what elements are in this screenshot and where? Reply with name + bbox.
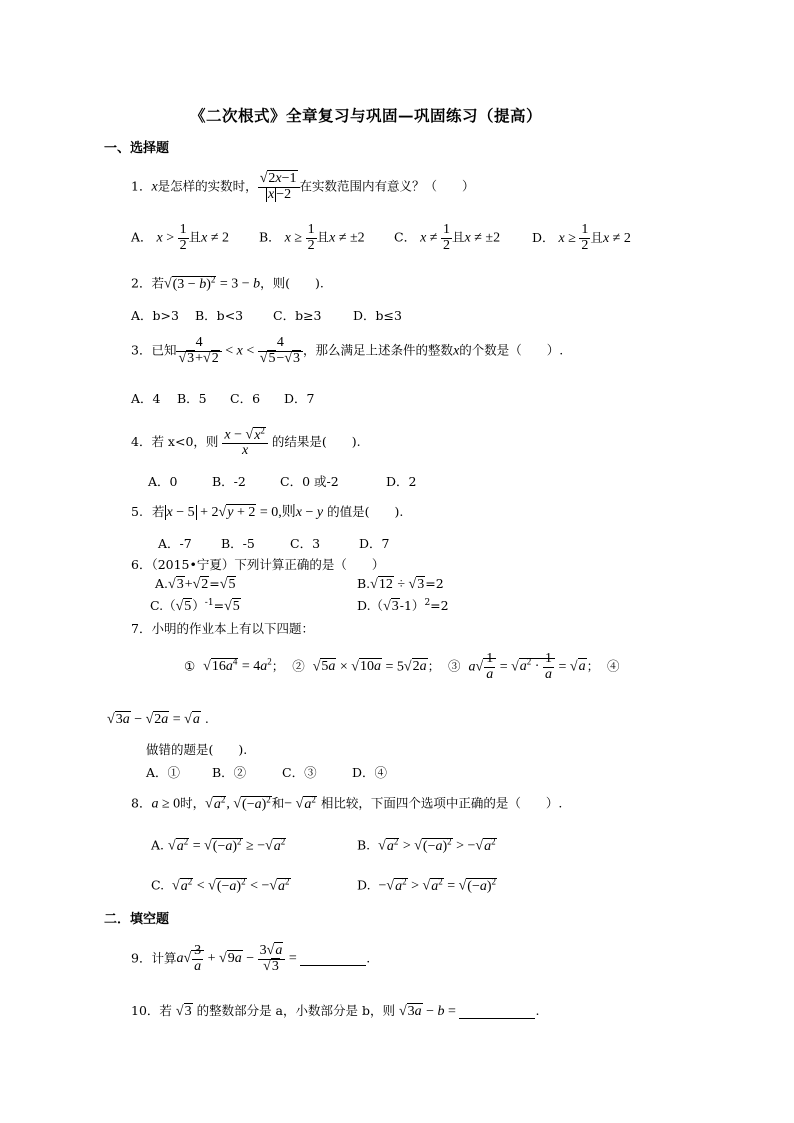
q1-option-c: C． x ≠ $\frac{1}{2}$ 且x ≠ ±2 — [394, 222, 501, 253]
q8-option-a: A. $√a^2 = √(-a)^2 \ge -√a^2$ — [151, 836, 286, 854]
question-4: 4．若 x<0，则 $\frac{x - √x^2}{x}$ 的结果是( ). — [131, 425, 361, 459]
section-choice-heading: 一、选择题 — [104, 141, 170, 156]
question-8: 8．a ≥ 0时，$√a^2$, $√(-a)^2$和− $√a^2$ 相比较，下面四个选项中正确的是（ ）. — [131, 794, 563, 812]
q6-option-b: B.√12 ÷ √3=2 — [357, 576, 444, 592]
q1-option-b: B． x ≥ $\frac{1}{2}$ 且x ≠ ±2 — [259, 222, 365, 253]
q7-options: A．① B．② C．③ D．④ — [146, 765, 388, 780]
question-9: 9．计算a√ $\frac{3}{a}$ + √9a − $\frac{3√a}{√3}$ = . — [131, 943, 371, 974]
q1-fraction: $\frac{√2x-1}{x -2}$ — [258, 172, 300, 202]
q6-option-c: $C.(√5)^{-1}=√5$ — [150, 598, 240, 615]
q1-option-a: A． x > $\frac{1}{2}$ 且x ≠ 2 — [131, 222, 230, 253]
q10-answer-blank[interactable] — [459, 1003, 535, 1019]
q1-options — [131, 223, 631, 253]
section-fill-heading: 二．填空题 — [104, 912, 170, 927]
q1-option-d: D． x ≥ $\frac{1}{2}$ 且x ≠ 2 — [532, 222, 631, 253]
q8-option-d: D. $-√a^2 > √a^2 = √(-a)^2$ — [357, 876, 497, 894]
q3-options: A．4 B．5 C．6 D．7 — [131, 391, 315, 406]
question-5: 5. 若 x − 5 + 2√y + 2 = 0,则x − y 的值是( ). — [131, 504, 404, 520]
q8-option-b: B. $√a^2 > √(-a)^2 > -√a^2$ — [357, 836, 496, 854]
question-2: 2．若$√(3 - b)^2 = 3 - b$，则( ). — [131, 274, 324, 292]
page-title: 《二次根式》全章复习与巩固—巩固练习（提高） — [190, 106, 543, 125]
q7-problem-4: √3a − √2a = √a . — [107, 711, 209, 727]
q7-ask: 做错的题是( ). — [146, 742, 248, 757]
question-7: 7．小明的作业本上有以下四题： — [131, 621, 314, 636]
q6-option-a: A.√3+√2=√5 — [155, 576, 236, 592]
q9-answer-blank[interactable] — [300, 950, 366, 966]
question-6: 6．（2015•宁夏）下列计算正确的是（ ） — [131, 557, 385, 572]
q7-problems: ① $√16a^4 = 4a^2$； ② √5a × √10a = 5√2a； ③ a√ $\frac{1}{a}$ = $√a^2$ · $\frac{1}{a}$ = √a； ④ — [184, 651, 620, 682]
q8-option-c: C. $√a^2 < √(-a)^2 < -√a^2$ — [151, 876, 290, 894]
question-10: 10．若 √3 的整数部分是 a，小数部分是 b，则 √3a − b = . — [131, 1003, 540, 1019]
question-3: 3．已知 $\frac{4}{√3+√2}$ < x < $\frac{4}{√5-√3}$ ，那么满足上述条件的整数x的个数是（ ）. — [131, 335, 564, 366]
q2-options: A．b>3 B．b<3 C．b≥3 D．b≤3 — [131, 308, 402, 323]
q4-options: A．0 B．-2 C．0 或-2 D．2 — [148, 474, 417, 489]
q5-options: A．-7 B．-5 C．3 D．7 — [158, 536, 390, 551]
q6-option-d: $D.(√3-1)^2=2$ — [357, 598, 449, 615]
question-1: 1．x是怎样的实数时， $\frac{√2x-1}{x -2}$ 在实数范围内有意义？（ ） — [131, 171, 475, 202]
